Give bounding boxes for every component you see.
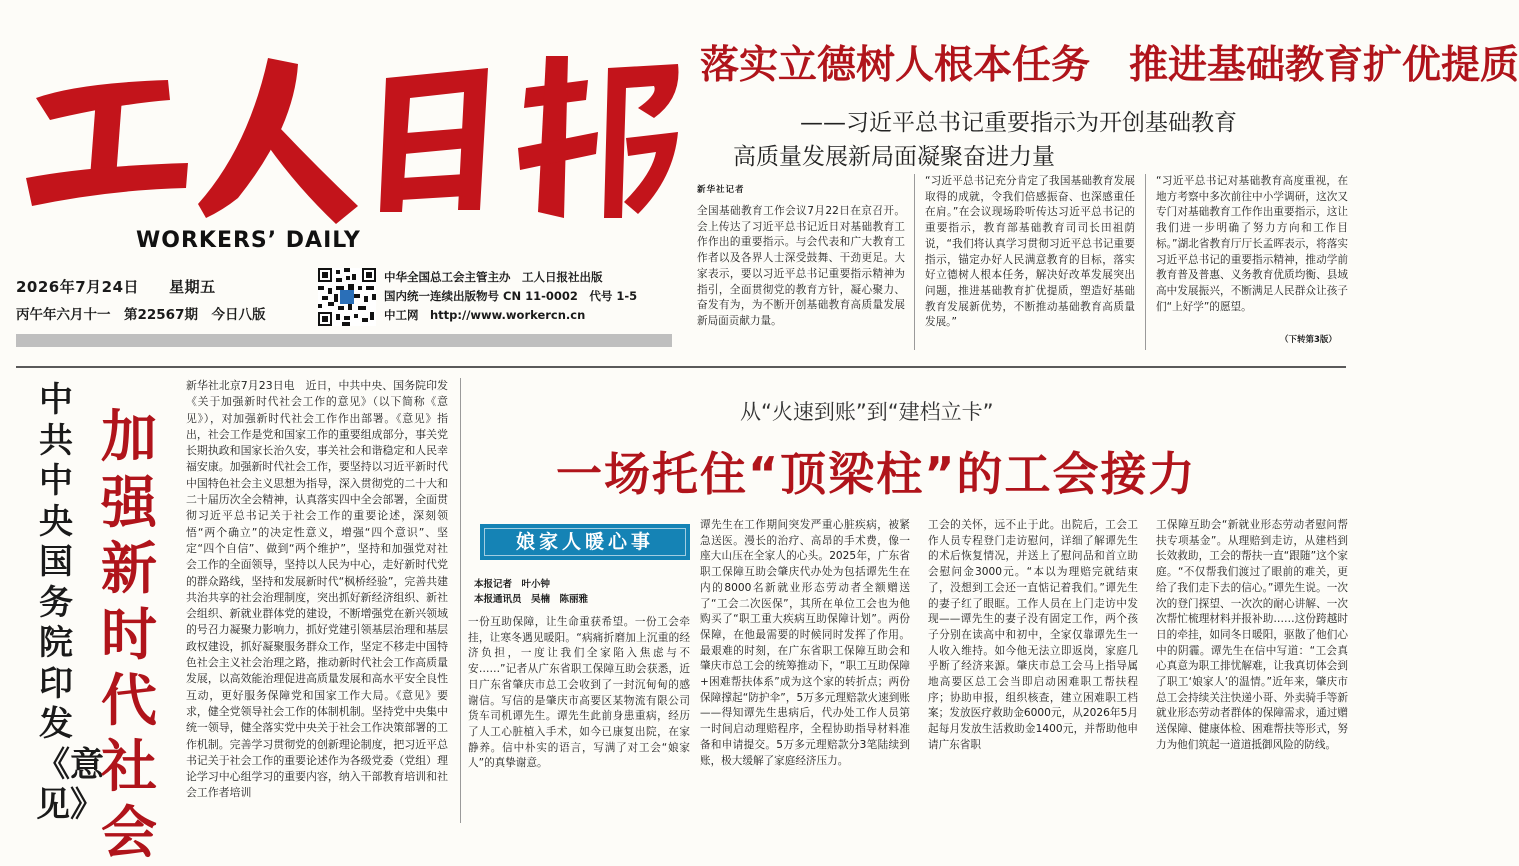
policy-vertical-headline[interactable]: 加强新时代社会 [101,404,157,866]
lead-column-3: “习近平总书记对基础教育高度重视，在地方考察中多次前往中小学调研，这次又专门对基础教育工作作出重要指示，这让我们进一步明确了努力方向和工作目标。”湖北省教育厅厅长孟晖表示，将落实习近平总书记的重要指示精神，推动学前教育普及普惠、义务教育优质均衡、县域高中发展振兴，不断满足人民群众让孩子们“上好学”的愿望。 [1156,175,1348,313]
lead-column-1: 全国基础教育工作会议7月22日在京召开。会上传达了习近平总书记近日对基础教育工作作出的重要指示。与会代表和广大教育工作者以及各界人士深受鼓舞、干劲更足。大家表示，要以习近平总书记重要指示精神为指引，全面贯彻党的教育方针，凝心聚力、奋发有为，为不断开创基础教育高质量发展新局面贡献力量。 [697,205,905,327]
issue-date: 2026年7月24日 [16,278,140,296]
feature-byline-reporter: 本报记者 叶小钟 [474,579,551,590]
masthead-english-name: WORKERS’ DAILY [136,228,361,253]
feature-bylines [474,577,588,607]
lead-subhead-line2: 高质量发展新局面凝聚奋进力量 [733,144,1055,170]
policy-vertical-kicker: 中共中央国务院印发《意见》 [36,380,104,825]
column-rule [460,378,461,823]
lead-subhead-line1: ——习近平总书记重要指示为开创基础教育 [800,110,1237,136]
feature-column-2: 谭先生在工作期间突发严重心脏疾病，被紧急送医。漫长的治疗、高昂的手术费，像一座大山压在全家人的心头。2025年，广东省职工保障互助会肇庆代办处为包括谭先生在内的8000名新就业形态劳动者全额赠送了“工会二次医保”，其所在单位工会也为他购买了“职工重大疾病互助保障计划”。两份保障，在他最需要的时候同时发挥了作用。最艰难的时刻，在广东省职工保障互助会和肇庆市总工会的统筹推动下，“职工互助保障+困难帮扶体系”成为这个家的转折点；两份保障撑起“防护伞”，5万多元理赔款火速到账——得知谭先生患病后，代办处工作人员第一时间启动理赔程序，全程协助指导材料准备和申请提交。5万多元理赔款分3笔陆续到账，极大缓解了家庭经济压力。 [700,519,910,767]
masthead-divider-bar [16,334,672,347]
column-badge: 娘家人暖心事 [480,524,690,560]
issue-number-line: 丙午年六月十一 第22567期 今日八版 [16,307,266,323]
feature-byline-correspondent: 本报通讯员 吴楠 陈丽雅 [474,594,589,605]
lead-byline: 新华社记者 [697,185,745,195]
qr-code-icon[interactable] [318,268,376,326]
feature-headline[interactable]: 一场托住“顶梁柱”的工会接力 [556,447,1197,501]
website-line[interactable]: 中工网 http://www.workercn.cn [384,308,586,322]
column-rule [1145,174,1146,350]
lead-headline[interactable]: 落实立德树人根本任务 推进基础教育扩优提质 [700,42,1519,88]
feature-column-3: 工会的关怀，远不止于此。出院后，工会工作人员专程登门走访慰问，详细了解谭先生的术后恢复情况，并送上了慰问品和首立助会慰问金3000元。“本以为理赔完就结束了，没想到工会还一直惦记着我们。”谭先生的妻子红了眼眶。工作人员在上门走访中发现——谭先生的妻子没有固定工作，两个孩子分别在读高中和初中，全家仅靠谭先生一人收入维持。如今他无法立即返岗，家庭几乎断了经济来源。肇庆市总工会马上指导属地高要区总工会当即启动困难职工帮扶程序；协助申报，组织核查，建立困难职工档案；发放医疗救助金6000元，从2026年5月起每月发放生活救助金1400元，并帮助他申请广东省职 [928,519,1138,751]
serial-number-line: 国内统一连续出版物号 CN 11-0002 代号 1-5 [384,289,638,303]
lead-column-2: “习近平总书记充分肯定了我国基础教育发展取得的成就，令我们倍感振奋、也深感重任在肩。”在会议现场聆听传达习近平总书记的重要指示，教育部基础教育司司长田祖荫说，“我们将认真学习贯彻习近平总书记重要指示，锚定办好人民满意教育的目标，落实好立德树人根本任务，解决好改革发展突出问题，推进基础教育扩优提质，塑造好基础教育发展新优势，不断推动基础教育高质量发展。” [925,175,1135,329]
feature-column-1: 一份互助保障，让生命重获希望。一份工会牵挂，让寒冬遇见暖阳。“病痛折磨加上沉重的经济负担，一度让我们全家陷入焦虑与不安……”记者从广东省职工保障互助会获悉，近日广东省肇庆市总工会收到了一封沉甸甸的感谢信。写信的是肇庆市高要区某物流有限公司货车司机谭先生。谭先生此前身患重病，经历了人工心脏植入手术，如今已康复出院，在家静养。信中朴实的语言，写满了对工会“娘家人”的真挚谢意。 [468,616,690,770]
continued-note[interactable]: （下转第3版） [1280,335,1337,345]
column-rule [914,174,915,350]
section-divider [16,366,1346,368]
feature-column-4: 工保障互助会“新就业形态劳动者慰问帮扶专项基金”。从理赔到走访，从建档到长效救助，工会的帮扶一直“跟随”这个家庭。“不仅帮我们渡过了眼前的难关，更给了我们走下去的信心。”谭先生说。一次次的登门探望、一次次的耐心讲解、一次次帮忙梳理材料并报补助……这份跨越时日的牵挂，如同冬日暖阳，驱散了他们心中的阴霾。谭先生在信中写道：“工会真心真意为职工排忧解难，让我真切体会到了职工‘娘家人’的温情。”近年来，肇庆市总工会持续关注快递小哥、外卖骑手等新就业形态劳动者群体的保障需求，通过赠送保障、健康体检、困难帮扶等形式，努力为他们筑起一道道抵御风险的防线。 [1156,519,1348,751]
publisher-info [384,268,637,325]
policy-body: 新华社北京7月23日电 近日，中共中央、国务院印发《关于加强新时代社会工作的意见》（以下简称《意见》），对加强新时代社会工作作出部署。《意见》指出，社会工作是党和国家工作的重要组成部分，事关党长期执政和国家长治久安，事关社会和谐稳定和人民幸福安康。加强新时代社会工作，要坚持以习近平新时代中国特色社会主义思想为指导，深入贯彻党的二十大和二十届历次全会精神，认真落实四中全会部署，全面贯彻习近平总书记关于社会工作的重要论述，深刻领悟“两个确立”的决定性意义，增强“四个意识”、坚定“四个自信”、做到“两个维护”，坚持和加强党对社会工作的全面领导，坚持以人民为中心，走好新时代党的群众路线，坚持和发展新时代“枫桥经验”，完善共建共治共享的社会治理制度，突出抓好新经济组织、新社会组织、新就业群体党的建设，不断增强党在新兴领域的号召力凝聚力影响力，抓好党建引领基层治理和基层政权建设，抓好凝聚服务群众工作，坚定不移走中国特色社会主义社会治理之路，推动新时代社会工作高质量发展，以高效能治理促进高质量发展和高水平安全良性互动，更好服务保障党和国家工作大局。《意见》要求，健全党领导社会工作的体制机制。坚持党中央集中统一领导，健全落实党中央关于社会工作决策部署的工作机制。完善学习贯彻党的创新理论制度，把习近平总书记关于社会工作的重要论述作为各级党委（党组）理论学习中心组学习的重要内容，纳入干部教育培训和社会工作者培训 [186,379,448,800]
feature-kicker: 从“火速到账”到“建档立卡” [740,400,994,424]
publisher-line: 中华全国总工会主管主办 工人日报社出版 [384,270,603,284]
issue-date-line [16,276,246,297]
issue-weekday: 星期五 [169,278,216,296]
masthead-logo [18,28,688,228]
